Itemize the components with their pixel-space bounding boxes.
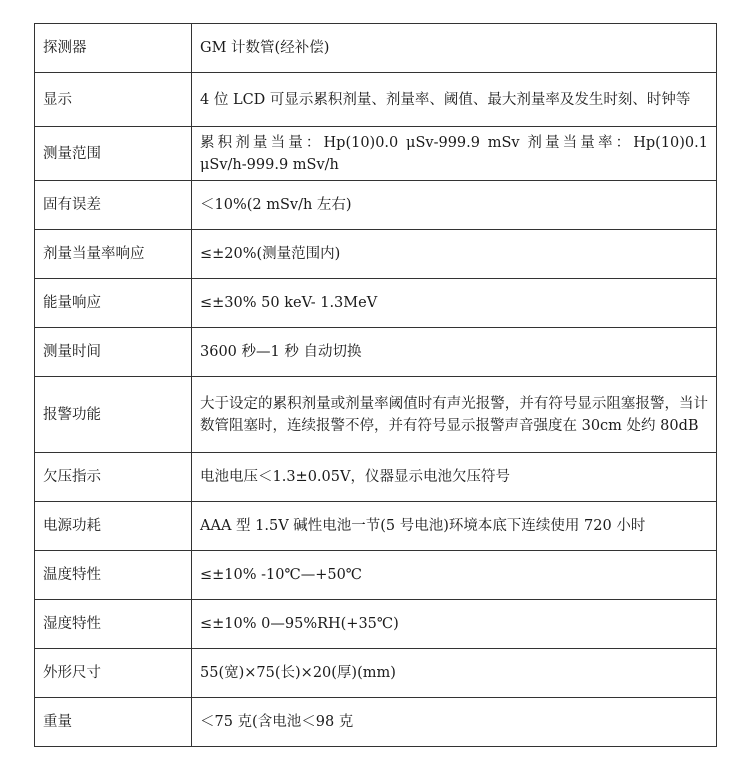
row-label: 欠压指示 (35, 453, 192, 502)
row-value: 3600 秒—1 秒 自动切换 (192, 328, 717, 377)
table-row (35, 230, 717, 279)
row-label: 固有误差 (35, 181, 192, 230)
row-label: 显示 (35, 73, 192, 127)
table-row (35, 502, 717, 551)
row-value: 大于设定的累积剂量或剂量率阈值时有声光报警，并有符号显示阻塞报警，当计数管阻塞时，连续报警不停，并有符号显示报警声音强度在 30cm 处约 80dB (192, 377, 717, 453)
row-value: 电池电压＜1.3±0.05V，仪器显示电池欠压符号 (192, 453, 717, 502)
row-label: 电源功耗 (35, 502, 192, 551)
row-value: 55(宽)×75(长)×20(厚)(mm) (192, 649, 717, 698)
row-label: 外形尺寸 (35, 649, 192, 698)
row-label: 温度特性 (35, 551, 192, 600)
table-row (35, 453, 717, 502)
row-value: ≤±10% -10℃—+50℃ (192, 551, 717, 600)
row-value: ＜10%(2 mSv/h 左右) (192, 181, 717, 230)
row-value: ≤±10% 0—95%RH(+35℃) (192, 600, 717, 649)
row-label: 测量范围 (35, 127, 192, 181)
spec-table (34, 23, 717, 747)
table-row (35, 24, 717, 73)
row-label: 测量时间 (35, 328, 192, 377)
row-label: 湿度特性 (35, 600, 192, 649)
row-label: 报警功能 (35, 377, 192, 453)
table-row (35, 181, 717, 230)
table-row (35, 698, 717, 747)
row-value: AAA 型 1.5V 碱性电池一节(5 号电池)环境本底下连续使用 720 小时 (192, 502, 717, 551)
row-label: 剂量当量率响应 (35, 230, 192, 279)
table-row (35, 377, 717, 453)
table-row (35, 551, 717, 600)
row-value: GM 计数管(经补偿) (192, 24, 717, 73)
row-value: ≤±20%(测量范围内) (192, 230, 717, 279)
table-row (35, 127, 717, 181)
table-row (35, 649, 717, 698)
table-row (35, 73, 717, 127)
row-value: 4 位 LCD 可显示累积剂量、剂量率、阈值、最大剂量率及发生时刻、时钟等 (192, 73, 717, 127)
row-label: 能量响应 (35, 279, 192, 328)
row-value: ≤±30% 50 keV- 1.3MeV (192, 279, 717, 328)
row-value: 累积剂量当量：Hp(10)0.0 μSv-999.9 mSv 剂量当量率：Hp(10)0.1 μSv/h-999.9 mSv/h (192, 127, 717, 181)
row-label: 探测器 (35, 24, 192, 73)
table-row (35, 279, 717, 328)
table-row (35, 328, 717, 377)
table-row (35, 600, 717, 649)
row-label: 重量 (35, 698, 192, 747)
row-value: ＜75 克(含电池＜98 克 (192, 698, 717, 747)
